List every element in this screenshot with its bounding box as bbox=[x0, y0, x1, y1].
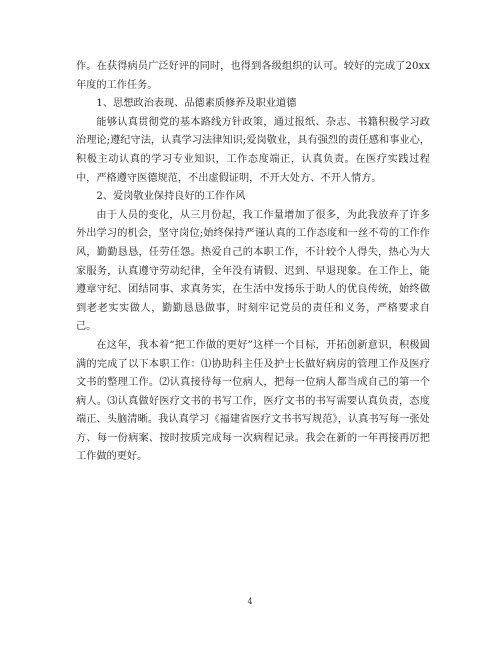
section-heading-2: 2、爱岗敬业保持良好的工作作风 bbox=[96, 191, 246, 203]
paragraph-work-style: 由于人员的变化，从三月份起，我工作量增加了很多，为此我放弃了许多外出学习的机会，坚守岗位;始终保持严谨认真的工作态度和一丝不苟的工作作风，勤勤恳恳，任劳任怨。热爱自己的本职工作，不计较个人得失，热心为大家服务，认真遵守劳动纪律，全年没有请假、迟到、早退现象。在工作上，能遵章守纪、团结同事、求真务实，在生活中发扬乐于助人的优良传统，始终做到老老实实做人，勤勤恳恳做事，时刻牢记党员的责任和义务，严格要求自己。 bbox=[76, 209, 430, 333]
section-heading-1: 1、思想政治表现、品德素质修养及职业道德 bbox=[96, 98, 297, 110]
paragraph-achievements: 在这年，我本着“把工作做的更好”这样一个目标，开拓创新意识，积极圆满的完成了以下本职工作：⑴协助科主任及护士长做好病房的管理工作及医疗文书的整理工作。⑵认真接待每一位病人，把每一位病人都当成自己的第一个病人。⑶认真做好医疗文书的书写工作，医疗文书的书写需要认真负责，态度端正、头脑清晰。我认真学习《福建省医疗文书书写规范》，认真书写每一张处方、每一份病案、按时按质完成每一次病程记录。我会在新的一年再接再厉把工作做的更好。 bbox=[76, 339, 430, 463]
paragraph-continuation: 作。在获得病员广泛好评的同时，也得到各级组织的认可。较好的完成了20xx年度的工作任务。 bbox=[76, 61, 430, 91]
page-number: 4 bbox=[247, 597, 253, 606]
document-body bbox=[76, 58, 430, 467]
paragraph-political: 能够认真贯彻党的基本路线方针政策，通过报纸、杂志、书籍积极学习政治理论;遵纪守法，认真学习法律知识;爱岗敬业，具有强烈的责任感和事业心，积极主动认真的学习专业知识，工作态度端正，认真负责。在医疗实践过程中，严格遵守医德规范，不出虚假证明，不开大处方、不开人情方。 bbox=[76, 116, 430, 184]
